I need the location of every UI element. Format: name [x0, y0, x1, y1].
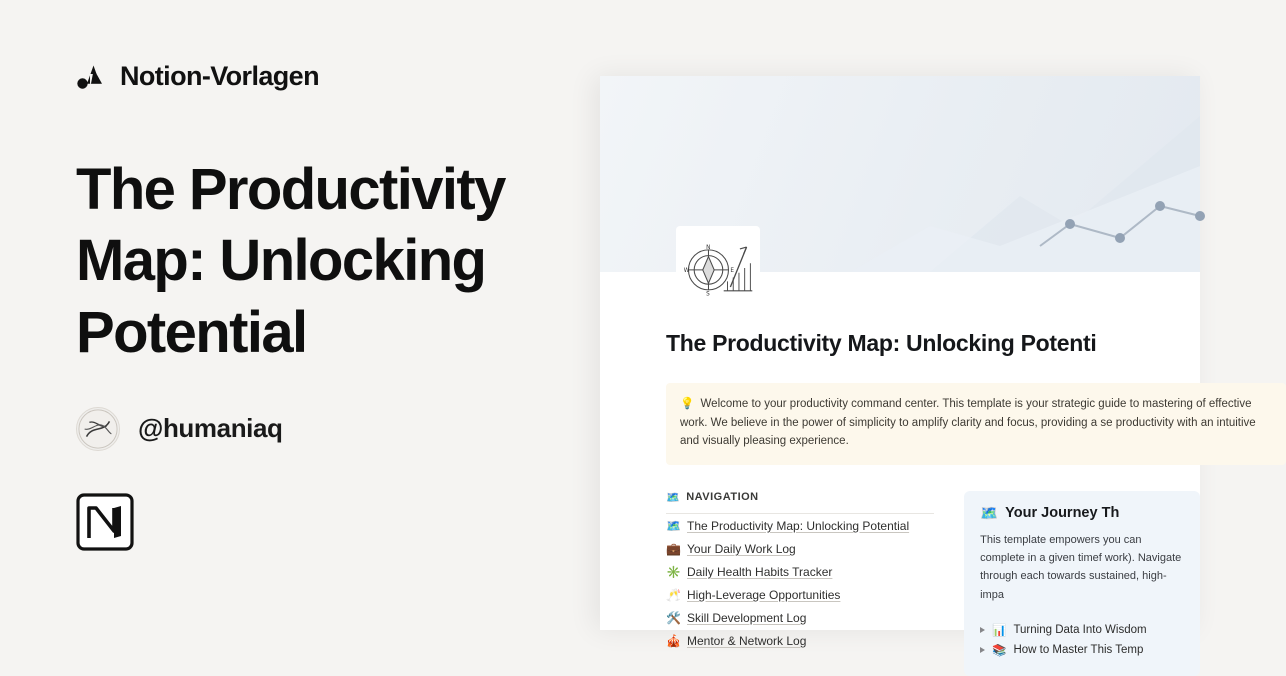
journey-card-title — [980, 505, 1184, 522]
author-handle: @humaniaq — [138, 413, 283, 444]
chevron-right-icon[interactable] — [980, 627, 985, 633]
nav-item-label: Daily Health Habits Tracker — [687, 564, 833, 579]
toggle-turning-data-into-wisdom[interactable] — [980, 620, 1184, 640]
chevron-right-icon[interactable] — [980, 647, 985, 653]
map-icon: 🗺️ — [980, 505, 999, 522]
nav-item-label: Mentor & Network Log — [687, 633, 807, 648]
svg-text:S: S — [706, 291, 710, 298]
compass-illustration-icon — [676, 226, 760, 310]
preview-doc-title: The Productivity Map: Unlocking Potenti — [666, 330, 1097, 356]
toggle-label: How to Master This Temp — [1013, 643, 1144, 656]
notion-logo-icon — [76, 493, 134, 551]
nav-item-mentor-network-log[interactable] — [666, 629, 934, 652]
page-title: The Productivity Map: Unlocking Potential — [76, 157, 505, 365]
svg-text:N: N — [706, 244, 711, 251]
books-icon: 📚 — [992, 644, 1007, 657]
nav-item-productivity-map[interactable] — [666, 514, 934, 537]
map-icon: 🗺️ — [666, 518, 681, 533]
notion-vorlagen-logo-icon — [76, 61, 106, 91]
preview-cover — [600, 76, 1200, 298]
tools-icon: 🛠️ — [666, 610, 681, 625]
preview-columns — [666, 491, 1200, 676]
author — [76, 407, 600, 451]
toggle-how-to-master-this-template[interactable] — [980, 640, 1184, 660]
nav-item-skill-development-log[interactable] — [666, 606, 934, 629]
toggle-label: Turning Data Into Wisdom — [1013, 623, 1147, 636]
nav-item-health-habits-tracker[interactable] — [666, 560, 934, 583]
light-bulb-icon: 💡 — [680, 398, 695, 410]
author-avatar-icon — [76, 407, 120, 451]
journey-card-toggles — [980, 620, 1184, 660]
nav-item-label: High-Leverage Opportunities — [687, 587, 841, 602]
left-panel — [0, 0, 600, 630]
svg-text:W: W — [683, 267, 690, 274]
glasses-icon: 🥂 — [666, 587, 681, 602]
navigation-header-label: NAVIGATION — [686, 491, 759, 504]
journey-card — [964, 491, 1200, 676]
asterisk-icon: ✳️ — [666, 564, 681, 579]
template-preview[interactable] — [600, 76, 1256, 657]
nav-item-daily-work-log[interactable] — [666, 537, 934, 560]
nav-item-label: Your Daily Work Log — [687, 541, 796, 556]
preview-callout — [666, 383, 1286, 465]
journey-card-title-label: Your Journey Th — [1005, 505, 1120, 522]
nav-item-high-leverage-opportunities[interactable] — [666, 583, 934, 606]
bar-chart-icon: 📊 — [992, 624, 1007, 637]
preview-body — [600, 272, 1256, 676]
preview-callout-text: Welcome to your productivity command center. This template is your strategic guide to mastering of effective work. We believe in the power of simplicity to amplify clarity and focus, providing a se productivity with an intuitive and visually pleasing experience. — [680, 398, 1256, 448]
navigation-header — [666, 491, 934, 514]
briefcase-icon: 💼 — [666, 541, 681, 556]
nav-item-label: Skill Development Log — [687, 610, 807, 625]
map-icon: 🗺️ — [666, 491, 681, 504]
svg-text:E: E — [730, 267, 734, 274]
navigation-column — [666, 491, 934, 676]
nav-item-label: The Productivity Map: Unlocking Potential — [687, 518, 910, 533]
journey-card-text: This template empowers you can complete in a given timef work). Navigate through each towards sustained, high-impa — [980, 533, 1182, 601]
brand-name: Notion-Vorlagen — [120, 60, 319, 91]
brand — [76, 56, 600, 96]
circus-tent-icon: 🎪 — [666, 633, 681, 648]
